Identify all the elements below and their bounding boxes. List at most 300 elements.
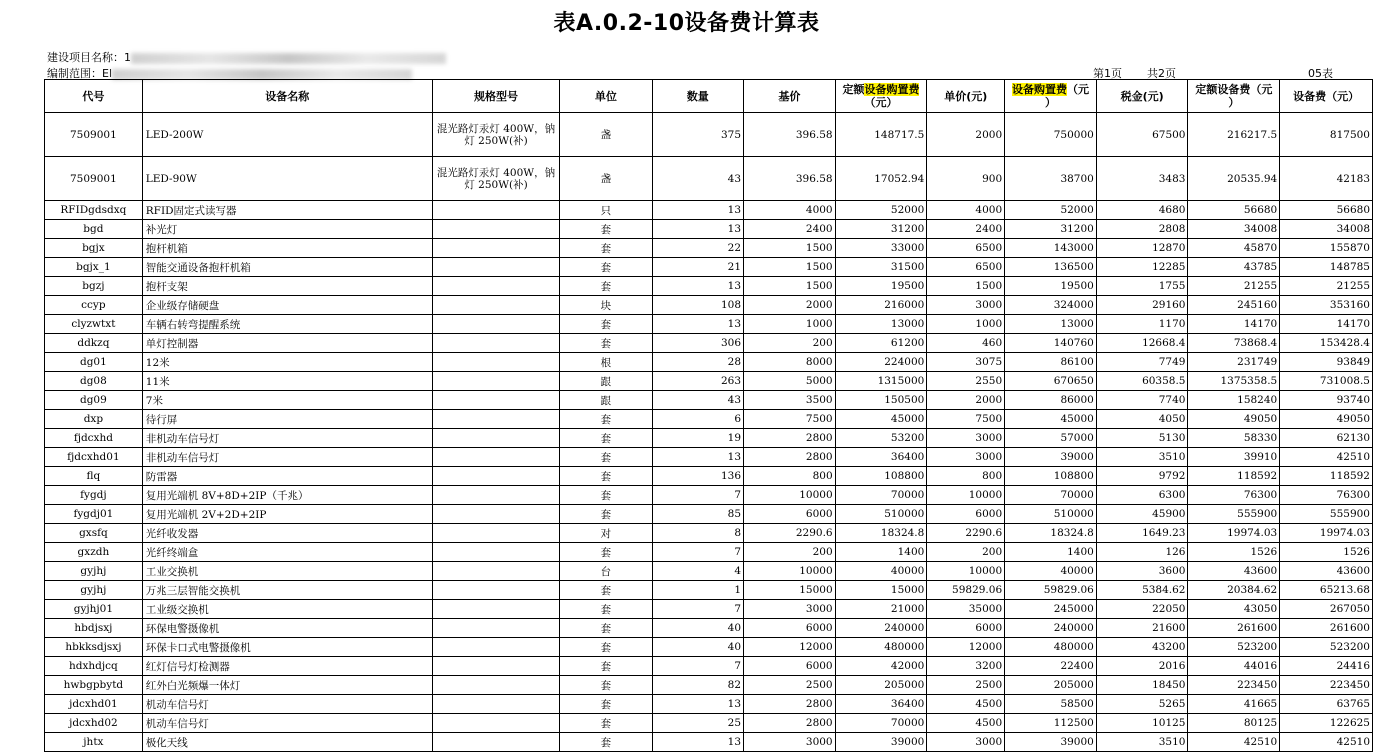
cell-quota-fee: 20535.94 [1188, 157, 1280, 201]
cell-purchase: 57000 [1005, 429, 1097, 448]
cell-equip-fee: 65213.68 [1280, 581, 1373, 600]
redacted-scope [112, 69, 412, 80]
scope-label: 编制范围：El [47, 67, 113, 80]
cell-unit: 根 [560, 353, 652, 372]
cell-unit: 套 [560, 220, 652, 239]
table-row [45, 676, 1373, 695]
cell-name: 智能交通设备抱杆机箱 [142, 258, 432, 277]
header-quota-fee-b: ） [1228, 96, 1240, 109]
cell-code: gyjhj [45, 562, 143, 581]
page-total: 共2页 [1147, 67, 1176, 80]
cell-equip-fee: 148785 [1280, 258, 1373, 277]
cell-qty: 7 [652, 657, 743, 676]
cell-quota-fee: 19974.03 [1188, 524, 1280, 543]
cell-spec [432, 429, 559, 448]
cell-quota-fee: 523200 [1188, 638, 1280, 657]
cell-spec [432, 733, 559, 752]
cell-quota-purchase: 33000 [835, 239, 927, 258]
cell-qty: 13 [652, 201, 743, 220]
cell-purchase: 45000 [1005, 410, 1097, 429]
cell-unit: 套 [560, 543, 652, 562]
cell-unit-price: 6000 [927, 619, 1005, 638]
cell-purchase: 58500 [1005, 695, 1097, 714]
cell-code: 7509001 [45, 157, 143, 201]
cell-spec [432, 486, 559, 505]
cell-tax: 6300 [1096, 486, 1188, 505]
project-label: 建设项目名称：1 [47, 51, 131, 64]
cell-spec [432, 524, 559, 543]
cell-purchase: 86000 [1005, 391, 1097, 410]
cell-quota-purchase: 36400 [835, 448, 927, 467]
cell-quota-purchase: 21000 [835, 600, 927, 619]
cell-quota-fee: 56680 [1188, 201, 1280, 220]
cell-tax: 12285 [1096, 258, 1188, 277]
cell-name: 企业级存储硬盘 [142, 296, 432, 315]
cell-equip-fee: 56680 [1280, 201, 1373, 220]
cell-tax: 5130 [1096, 429, 1188, 448]
cell-unit: 套 [560, 315, 652, 334]
cell-name: 光纤终端盒 [142, 543, 432, 562]
cell-quota-purchase: 224000 [835, 353, 927, 372]
cell-base-price: 6000 [744, 505, 836, 524]
cell-tax: 3483 [1096, 157, 1188, 201]
cell-base-price: 200 [744, 543, 836, 562]
cell-unit-price: 10000 [927, 486, 1005, 505]
cell-equip-fee: 731008.5 [1280, 372, 1373, 391]
cell-tax: 1170 [1096, 315, 1188, 334]
cell-code: dg09 [45, 391, 143, 410]
table-row [45, 505, 1373, 524]
cell-equip-fee: 353160 [1280, 296, 1373, 315]
cell-base-price: 396.58 [744, 113, 836, 157]
cell-unit-price: 2550 [927, 372, 1005, 391]
cell-qty: 40 [652, 638, 743, 657]
table-row [45, 296, 1373, 315]
cell-quota-purchase: 148717.5 [835, 113, 927, 157]
cell-purchase: 136500 [1005, 258, 1097, 277]
cell-purchase: 112500 [1005, 714, 1097, 733]
cell-tax: 12668.4 [1096, 334, 1188, 353]
cell-unit: 套 [560, 429, 652, 448]
table-row [45, 695, 1373, 714]
cell-tax: 12870 [1096, 239, 1188, 258]
cell-unit-price: 3000 [927, 429, 1005, 448]
cell-quota-fee: 245160 [1188, 296, 1280, 315]
cell-base-price: 12000 [744, 638, 836, 657]
cell-tax: 22050 [1096, 600, 1188, 619]
cell-unit-price: 200 [927, 543, 1005, 562]
cell-qty: 263 [652, 372, 743, 391]
cell-quota-fee: 216217.5 [1188, 113, 1280, 157]
cell-base-price: 1500 [744, 258, 836, 277]
cell-qty: 13 [652, 695, 743, 714]
cell-quota-purchase: 52000 [835, 201, 927, 220]
cell-purchase: 324000 [1005, 296, 1097, 315]
cell-spec [432, 619, 559, 638]
cell-purchase: 19500 [1005, 277, 1097, 296]
cell-quota-fee: 14170 [1188, 315, 1280, 334]
cell-spec [432, 220, 559, 239]
cell-equip-fee: 24416 [1280, 657, 1373, 676]
cell-quota-purchase: 36400 [835, 695, 927, 714]
cell-qty: 7 [652, 486, 743, 505]
header-base-price: 基价 [744, 80, 836, 113]
cell-spec [432, 334, 559, 353]
cell-qty: 22 [652, 239, 743, 258]
cell-name: 机动车信号灯 [142, 695, 432, 714]
cell-qty: 13 [652, 733, 743, 752]
cell-tax: 5384.62 [1096, 581, 1188, 600]
cell-spec [432, 372, 559, 391]
cell-code: hbdjsxj [45, 619, 143, 638]
cell-unit: 跟 [560, 372, 652, 391]
cell-purchase: 86100 [1005, 353, 1097, 372]
cell-purchase: 13000 [1005, 315, 1097, 334]
cell-spec [432, 657, 559, 676]
cell-equip-fee: 1526 [1280, 543, 1373, 562]
cell-tax: 4680 [1096, 201, 1188, 220]
cell-code: gxzdh [45, 543, 143, 562]
cell-code: bgjx_1 [45, 258, 143, 277]
cell-spec [432, 277, 559, 296]
cell-code: 7509001 [45, 113, 143, 157]
cell-equip-fee: 43600 [1280, 562, 1373, 581]
cell-unit-price: 6500 [927, 258, 1005, 277]
cell-quota-fee: 80125 [1188, 714, 1280, 733]
header-equip-fee: 设备费（元） [1280, 80, 1373, 113]
cell-purchase: 38700 [1005, 157, 1097, 201]
table-row [45, 429, 1373, 448]
cell-quota-purchase: 31200 [835, 220, 927, 239]
cell-quota-purchase: 1400 [835, 543, 927, 562]
cell-spec [432, 714, 559, 733]
cell-purchase: 480000 [1005, 638, 1097, 657]
cell-unit-price: 2000 [927, 391, 1005, 410]
cell-equip-fee: 555900 [1280, 505, 1373, 524]
cell-purchase: 22400 [1005, 657, 1097, 676]
cell-qty: 8 [652, 524, 743, 543]
table-row [45, 638, 1373, 657]
cell-quota-purchase: 216000 [835, 296, 927, 315]
cell-qty: 43 [652, 391, 743, 410]
cell-code: gxsfq [45, 524, 143, 543]
header-code: 代号 [45, 80, 143, 113]
cell-base-price: 1500 [744, 239, 836, 258]
cell-spec [432, 315, 559, 334]
cell-purchase: 39000 [1005, 448, 1097, 467]
cell-unit: 套 [560, 638, 652, 657]
cell-quota-purchase: 17052.94 [835, 157, 927, 201]
cell-equip-fee: 118592 [1280, 467, 1373, 486]
cell-base-price: 2290.6 [744, 524, 836, 543]
table-row [45, 524, 1373, 543]
cell-unit-price: 10000 [927, 562, 1005, 581]
table-body [45, 113, 1373, 752]
cell-tax: 7740 [1096, 391, 1188, 410]
cell-unit-price: 800 [927, 467, 1005, 486]
cell-qty: 375 [652, 113, 743, 157]
cell-tax: 10125 [1096, 714, 1188, 733]
cell-base-price: 1500 [744, 277, 836, 296]
cell-equip-fee: 49050 [1280, 410, 1373, 429]
cell-base-price: 10000 [744, 486, 836, 505]
cell-purchase: 52000 [1005, 201, 1097, 220]
cell-qty: 19 [652, 429, 743, 448]
header-spec: 规格型号 [432, 80, 559, 113]
cell-equip-fee: 42183 [1280, 157, 1373, 201]
header-quota-purchase-a: 定额 [842, 83, 865, 96]
cell-name: 待行屏 [142, 410, 432, 429]
cell-quota-fee: 39910 [1188, 448, 1280, 467]
cell-name: 抱杆支架 [142, 277, 432, 296]
cell-quota-purchase: 70000 [835, 486, 927, 505]
cell-name: 非机动车信号灯 [142, 448, 432, 467]
cell-purchase: 59829.06 [1005, 581, 1097, 600]
cell-unit-price: 2290.6 [927, 524, 1005, 543]
cell-base-price: 1000 [744, 315, 836, 334]
cell-unit-price: 460 [927, 334, 1005, 353]
cell-quota-purchase: 205000 [835, 676, 927, 695]
cell-code: fjdcxhd01 [45, 448, 143, 467]
cell-code: clyzwtxt [45, 315, 143, 334]
cell-name: 环保电警摄像机 [142, 619, 432, 638]
cell-purchase: 70000 [1005, 486, 1097, 505]
cell-quota-purchase: 240000 [835, 619, 927, 638]
cell-base-price: 3000 [744, 600, 836, 619]
cell-qty: 28 [652, 353, 743, 372]
cell-name: 抱杆机箱 [142, 239, 432, 258]
table-number: 05表 [1308, 67, 1333, 80]
cell-quota-fee: 158240 [1188, 391, 1280, 410]
header-name: 设备名称 [142, 80, 432, 113]
cell-qty: 306 [652, 334, 743, 353]
cell-name: 7米 [142, 391, 432, 410]
cell-unit: 套 [560, 714, 652, 733]
cell-quota-purchase: 45000 [835, 410, 927, 429]
header-purchase-b: （元 [1066, 83, 1089, 96]
cell-equip-fee: 267050 [1280, 600, 1373, 619]
cell-unit: 套 [560, 733, 652, 752]
cell-unit-price: 3200 [927, 657, 1005, 676]
cell-tax: 3510 [1096, 733, 1188, 752]
cell-unit: 套 [560, 277, 652, 296]
cell-tax: 67500 [1096, 113, 1188, 157]
cell-tax: 3510 [1096, 448, 1188, 467]
table-row [45, 315, 1373, 334]
cell-unit-price: 1500 [927, 277, 1005, 296]
cell-quota-fee: 43600 [1188, 562, 1280, 581]
cell-purchase: 108800 [1005, 467, 1097, 486]
cell-code: jdcxhd02 [45, 714, 143, 733]
cell-spec [432, 562, 559, 581]
cell-tax: 126 [1096, 543, 1188, 562]
cell-tax: 2808 [1096, 220, 1188, 239]
cell-unit: 套 [560, 258, 652, 277]
cell-quota-purchase: 510000 [835, 505, 927, 524]
cell-base-price: 7500 [744, 410, 836, 429]
cell-spec [432, 581, 559, 600]
cell-code: bgjx [45, 239, 143, 258]
cell-quota-fee: 118592 [1188, 467, 1280, 486]
table-row [45, 113, 1373, 157]
cell-spec [432, 543, 559, 562]
cell-unit-price: 35000 [927, 600, 1005, 619]
cell-spec [432, 676, 559, 695]
cell-name: 环保卡口式电警摄像机 [142, 638, 432, 657]
table-row [45, 334, 1373, 353]
cell-tax: 18450 [1096, 676, 1188, 695]
cell-equip-fee: 122625 [1280, 714, 1373, 733]
cell-unit: 台 [560, 562, 652, 581]
table-row [45, 486, 1373, 505]
cell-unit: 套 [560, 486, 652, 505]
cell-qty: 25 [652, 714, 743, 733]
cell-unit: 套 [560, 619, 652, 638]
cell-unit: 套 [560, 467, 652, 486]
header-purchase [1005, 80, 1097, 113]
cell-quota-purchase: 480000 [835, 638, 927, 657]
cell-tax: 4050 [1096, 410, 1188, 429]
cell-equip-fee: 42510 [1280, 733, 1373, 752]
cell-code: jhtx [45, 733, 143, 752]
cell-quota-fee: 41665 [1188, 695, 1280, 714]
cell-code: bgd [45, 220, 143, 239]
cell-purchase: 140760 [1005, 334, 1097, 353]
cell-purchase: 670650 [1005, 372, 1097, 391]
cell-code: fygdj [45, 486, 143, 505]
header-qty: 数量 [652, 80, 743, 113]
cell-equip-fee: 14170 [1280, 315, 1373, 334]
cell-base-price: 200 [744, 334, 836, 353]
cell-unit: 套 [560, 448, 652, 467]
cell-spec [432, 353, 559, 372]
cell-purchase: 205000 [1005, 676, 1097, 695]
table-row [45, 581, 1373, 600]
cell-unit-price: 2400 [927, 220, 1005, 239]
cell-quota-fee: 223450 [1188, 676, 1280, 695]
cell-code: ddkzq [45, 334, 143, 353]
cell-base-price: 2800 [744, 714, 836, 733]
table-row [45, 220, 1373, 239]
table-header-row [45, 80, 1373, 113]
cell-qty: 13 [652, 448, 743, 467]
cell-name: 机动车信号灯 [142, 714, 432, 733]
cell-unit-price: 12000 [927, 638, 1005, 657]
cell-code: fjdcxhd [45, 429, 143, 448]
cell-unit: 块 [560, 296, 652, 315]
cell-equip-fee: 63765 [1280, 695, 1373, 714]
cell-base-price: 6000 [744, 619, 836, 638]
cell-base-price: 800 [744, 467, 836, 486]
cell-code: hdxhdjcq [45, 657, 143, 676]
cell-code: RFIDgdsdxq [45, 201, 143, 220]
cell-purchase: 1400 [1005, 543, 1097, 562]
table-row [45, 543, 1373, 562]
cell-name: 车辆右转弯提醒系统 [142, 315, 432, 334]
cell-equip-fee: 21255 [1280, 277, 1373, 296]
cell-base-price: 10000 [744, 562, 836, 581]
header-purchase-a: 设备购置费 [1011, 83, 1067, 96]
cell-quota-purchase: 108800 [835, 467, 927, 486]
cell-quota-fee: 261600 [1188, 619, 1280, 638]
cell-code: gyjhj [45, 581, 143, 600]
cell-purchase: 750000 [1005, 113, 1097, 157]
cell-base-price: 2800 [744, 448, 836, 467]
cell-spec [432, 695, 559, 714]
cell-quota-fee: 73868.4 [1188, 334, 1280, 353]
cell-tax: 43200 [1096, 638, 1188, 657]
cell-unit: 套 [560, 695, 652, 714]
header-quota-purchase-c: （元） [864, 96, 898, 109]
cell-qty: 13 [652, 220, 743, 239]
table-row [45, 372, 1373, 391]
cell-tax: 9792 [1096, 467, 1188, 486]
cell-quota-fee: 44016 [1188, 657, 1280, 676]
cell-spec [432, 201, 559, 220]
table-row [45, 562, 1373, 581]
cell-base-price: 2500 [744, 676, 836, 695]
redacted-project-name [131, 53, 446, 64]
cell-name: 单灯控制器 [142, 334, 432, 353]
cell-name: 非机动车信号灯 [142, 429, 432, 448]
table-row [45, 600, 1373, 619]
cell-code: bgzj [45, 277, 143, 296]
cell-code: fygdj01 [45, 505, 143, 524]
cell-base-price: 5000 [744, 372, 836, 391]
cell-tax: 1649.23 [1096, 524, 1188, 543]
cell-name: 极化天线 [142, 733, 432, 752]
cell-spec [432, 258, 559, 277]
header-quota-fee [1188, 80, 1280, 113]
page-title: 表A.0.2-10设备费计算表 [553, 11, 820, 36]
table-row [45, 353, 1373, 372]
cell-base-price: 15000 [744, 581, 836, 600]
table-row [45, 201, 1373, 220]
cell-unit: 套 [560, 410, 652, 429]
cell-purchase: 18324.8 [1005, 524, 1097, 543]
cell-quota-fee: 21255 [1188, 277, 1280, 296]
cell-quota-purchase: 61200 [835, 334, 927, 353]
cell-quota-fee: 1526 [1188, 543, 1280, 562]
cell-equip-fee: 817500 [1280, 113, 1373, 157]
cell-quota-purchase: 39000 [835, 733, 927, 752]
cell-unit: 套 [560, 657, 652, 676]
cell-unit-price: 4000 [927, 201, 1005, 220]
cell-base-price: 6000 [744, 657, 836, 676]
cell-qty: 7 [652, 600, 743, 619]
cell-equip-fee: 34008 [1280, 220, 1373, 239]
cell-code: gyjhj01 [45, 600, 143, 619]
cell-code: dg01 [45, 353, 143, 372]
cell-qty: 21 [652, 258, 743, 277]
cell-equip-fee: 261600 [1280, 619, 1373, 638]
cell-equip-fee: 93740 [1280, 391, 1373, 410]
cell-base-price: 2800 [744, 429, 836, 448]
cell-quota-purchase: 53200 [835, 429, 927, 448]
cell-unit-price: 3000 [927, 733, 1005, 752]
header-tax: 税金(元) [1096, 80, 1188, 113]
cell-quota-purchase: 1315000 [835, 372, 927, 391]
cell-name: LED-200W [142, 113, 432, 157]
cell-quota-purchase: 31500 [835, 258, 927, 277]
cell-quota-fee: 42510 [1188, 733, 1280, 752]
cell-code: hwbgpbytd [45, 676, 143, 695]
cell-base-price: 2400 [744, 220, 836, 239]
cell-unit-price: 900 [927, 157, 1005, 201]
cell-spec [432, 448, 559, 467]
cell-name: 红灯信号灯检测器 [142, 657, 432, 676]
cell-spec [432, 638, 559, 657]
